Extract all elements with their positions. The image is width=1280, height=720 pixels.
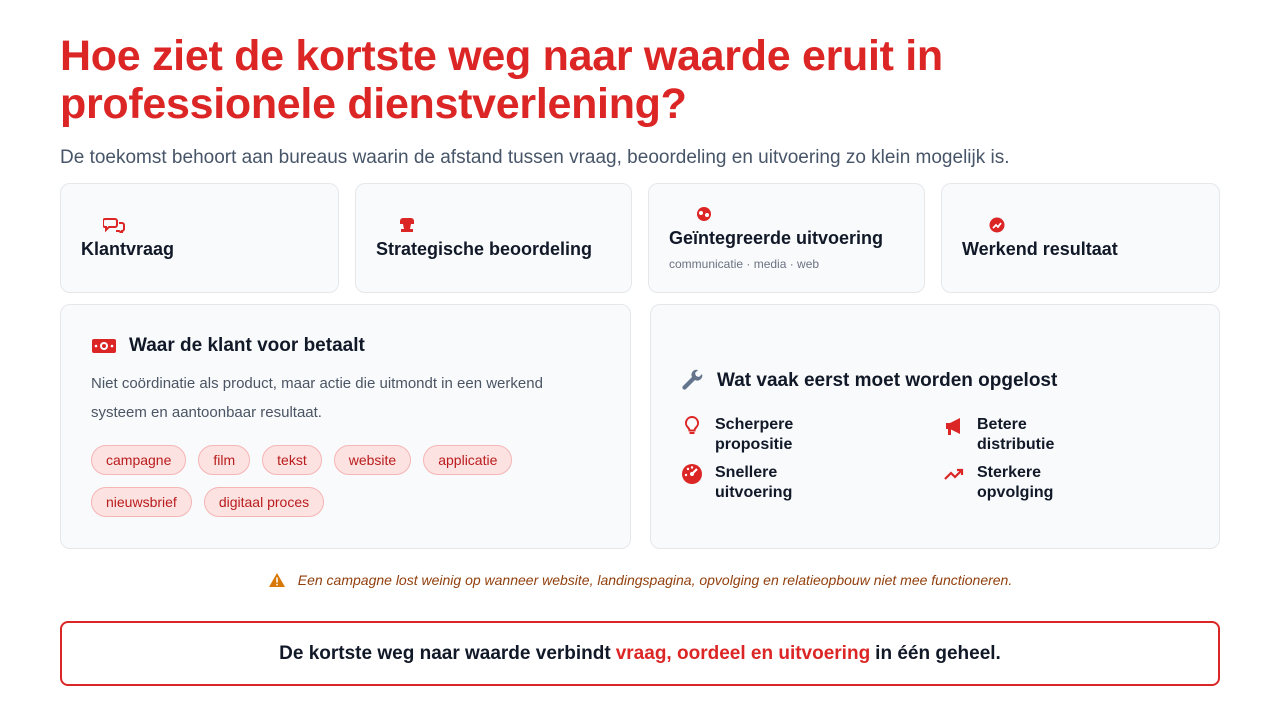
step-card-klantvraag bbox=[60, 183, 339, 293]
warning-text: Een campagne lost weinig op wanneer website, landingspagina, opvolging en relatieopbouw niet mee functioneren. bbox=[297, 572, 1013, 588]
solve-item-uitvoering bbox=[681, 463, 943, 503]
step-card-geintegreerde-uitvoering bbox=[648, 183, 925, 293]
lightbulb-icon bbox=[681, 415, 703, 437]
tag-tekst: tekst bbox=[262, 445, 322, 475]
tag-website: website bbox=[334, 445, 411, 475]
step-label: Geïntegreerde uitvoering bbox=[669, 227, 884, 248]
page-title: Hoe ziet de kortste weg naar waarde eruit in professionele dienstverlening? bbox=[60, 32, 943, 128]
page-subtitle: De toekomst behoort aan bureaus waarin de afstand tussen vraag, beoordeling en uitvoering zo klein mogelijk is. bbox=[60, 147, 1010, 168]
warning-icon bbox=[268, 572, 286, 588]
step-label: Klantvraag bbox=[81, 238, 175, 259]
trend-up-icon bbox=[943, 463, 965, 485]
warning-note bbox=[60, 572, 1220, 588]
solve-header bbox=[681, 369, 1189, 393]
money-icon bbox=[91, 337, 117, 355]
pays-description: Niet coördinatie als product, maar actie die uitmondt in een werkend systeem en aantoonbaar resultaat. bbox=[91, 375, 543, 421]
banner-highlight: vraag, oordeel en uitvoering bbox=[615, 642, 871, 664]
step-sublabel: communicatie · media · web bbox=[669, 256, 820, 271]
tag-nieuwsbrief: nieuwsbrief bbox=[91, 487, 192, 517]
pays-panel bbox=[60, 304, 631, 549]
step-card-werkend-resultaat bbox=[941, 183, 1220, 293]
tag-applicatie: applicatie bbox=[423, 445, 512, 475]
tag-campagne: campagne bbox=[91, 445, 186, 475]
solve-item-opvolging bbox=[943, 463, 1173, 503]
solve-item-label: Snellere uitvoering bbox=[715, 464, 793, 501]
gauge-icon bbox=[681, 463, 703, 485]
solve-panel bbox=[650, 304, 1220, 549]
tag-film: film bbox=[198, 445, 250, 475]
solve-title: Wat vaak eerst moet worden opgelost bbox=[717, 370, 1058, 391]
pays-tags bbox=[91, 445, 571, 517]
banner-text-after: in één geheel. bbox=[875, 642, 1001, 664]
comments-icon bbox=[103, 217, 125, 233]
chart-icon bbox=[986, 217, 1008, 233]
solve-item-label: Scherpere propositie bbox=[715, 416, 794, 453]
step-label: Werkend resultaat bbox=[962, 238, 1118, 259]
step-label: Strategische beoordeling bbox=[376, 238, 593, 259]
chess-icon bbox=[396, 217, 418, 233]
gears-icon bbox=[693, 206, 715, 222]
step-card-strategische-beoordeling bbox=[355, 183, 632, 293]
tag-digitaal-proces: digitaal proces bbox=[204, 487, 324, 517]
solve-item-label: Betere distributie bbox=[977, 416, 1055, 453]
pays-title: Waar de klant voor betaalt bbox=[129, 335, 365, 356]
solve-item-label: Sterkere opvolging bbox=[977, 464, 1054, 501]
pays-header bbox=[91, 335, 600, 357]
wrench-icon bbox=[681, 369, 705, 393]
solve-item-propositie bbox=[681, 415, 943, 455]
solve-grid bbox=[681, 415, 1189, 503]
megaphone-icon bbox=[943, 415, 965, 437]
banner-text-before: De kortste weg naar waarde verbindt bbox=[279, 642, 611, 664]
conclusion-banner bbox=[60, 621, 1220, 686]
solve-item-distributie bbox=[943, 415, 1173, 455]
